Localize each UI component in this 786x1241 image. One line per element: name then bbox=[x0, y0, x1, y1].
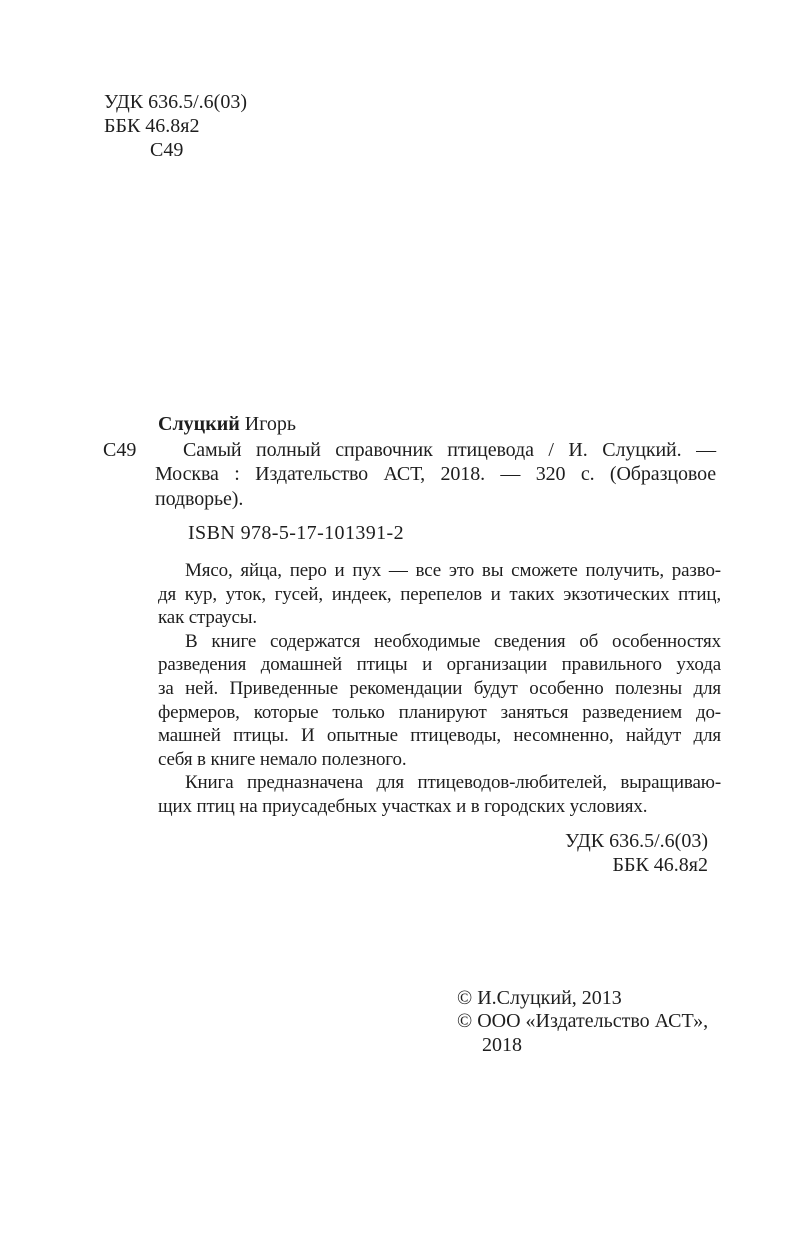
text-line: Мясо, яйца, перо и пух — все это вы сможете получить, разво- bbox=[185, 560, 721, 581]
copyright-block bbox=[457, 987, 708, 1057]
bib-line: Самый полный справочник птицевода / И. Слуцкий. — bbox=[183, 439, 716, 461]
author-sign-top: С49 bbox=[150, 139, 184, 161]
text-line: Книга предназначена для птицеводов-любителей, выращиваю- bbox=[185, 772, 721, 794]
text-line: за ней. Приведенные рекомендации будут особенно полезны для bbox=[158, 677, 721, 699]
copyright-year: 2018 bbox=[482, 1033, 522, 1056]
text-line: дя кур, уток, гусей, индеек, перепелов и таких экзотических птиц, bbox=[158, 583, 721, 605]
text-line: щих птиц на приусадебных участках и в городских условиях. bbox=[158, 795, 648, 817]
bib-author-sign: С49 bbox=[103, 439, 137, 461]
annotation-block bbox=[158, 559, 721, 819]
copyright-publisher: © ООО «Издательство АСТ», bbox=[457, 1010, 709, 1033]
bottom-classification-block bbox=[565, 830, 708, 877]
text-line: как страусы. bbox=[158, 607, 257, 629]
udc-code-top: УДК 636.5/.6(03) bbox=[104, 91, 247, 113]
bbk-code-top: ББК 46.8я2 bbox=[104, 115, 200, 137]
author-line bbox=[158, 412, 296, 436]
text-line: фермеров, которые только планируют заняться разведением до- bbox=[158, 701, 721, 723]
annotation-paragraph bbox=[158, 771, 721, 818]
bib-line: Москва : Издательство АСТ, 2018. — 320 с. (Образцовое bbox=[155, 463, 716, 486]
udc-code-bottom: УДК 636.5/.6(03) bbox=[565, 830, 708, 852]
top-classification-block bbox=[104, 90, 247, 162]
author-surname: Слуцкий bbox=[158, 413, 240, 435]
text-line: В книге содержатся необходимые сведения об особенностях bbox=[185, 630, 721, 652]
author-given-name: Игорь bbox=[244, 413, 297, 435]
annotation-paragraph bbox=[158, 630, 721, 772]
isbn-line: ISBN 978-5-17-101391-2 bbox=[188, 522, 405, 544]
text-line: себя в книге немало полезного. bbox=[158, 748, 407, 770]
copyright-author: © И.Слуцкий, 2013 bbox=[457, 987, 622, 1009]
annotation-paragraph bbox=[158, 559, 721, 630]
bibliographic-description bbox=[155, 438, 716, 511]
bbk-code-bottom: ББК 46.8я2 bbox=[612, 853, 708, 876]
text-line: разведения домашней птицы и организации правильного ухода bbox=[158, 654, 721, 676]
text-line: машней птицы. И опытные птицеводы, несомненно, найдут для bbox=[158, 725, 721, 747]
bib-line: подворье). bbox=[155, 487, 244, 510]
